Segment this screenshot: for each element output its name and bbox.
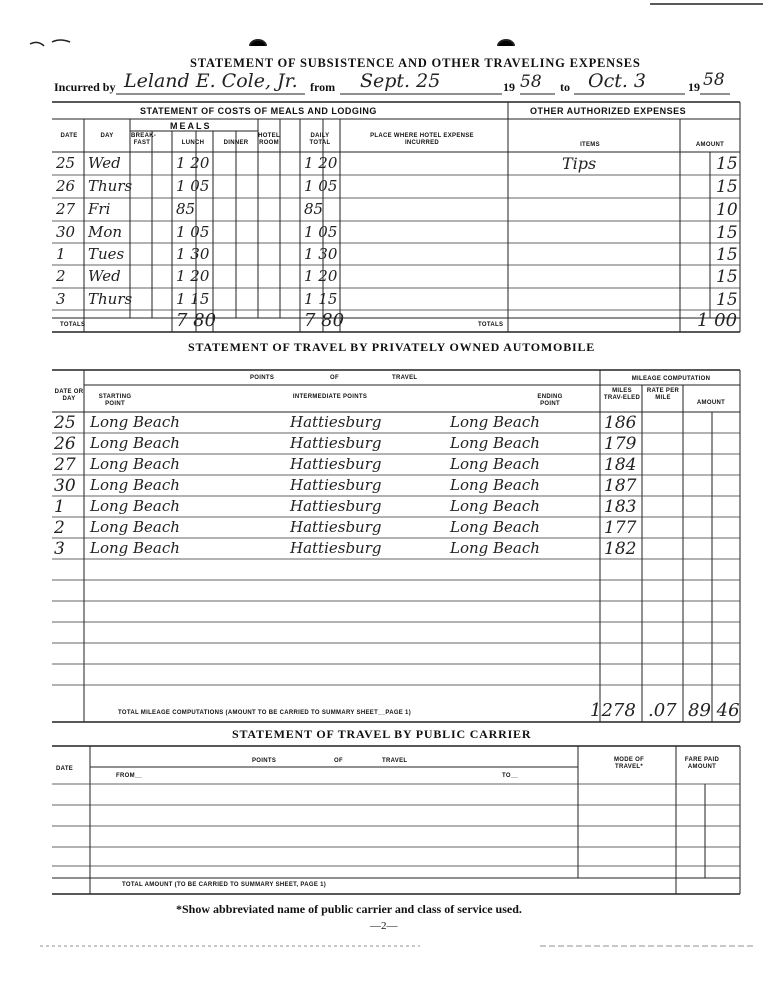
- auto-intermediate: Hattiesburg: [290, 476, 382, 494]
- auto-miles: 177: [604, 518, 637, 538]
- meal-lunch: 1 20: [176, 154, 210, 172]
- public-to: TO__: [502, 773, 519, 779]
- auto-start: Long Beach: [90, 518, 180, 536]
- auto-date: 30: [54, 476, 76, 496]
- meal-day: Thurs: [88, 177, 133, 195]
- auto-start: Long Beach: [90, 539, 180, 557]
- other-item: Tips: [562, 154, 597, 173]
- public-section-title: STATEMENT OF TRAVEL BY PUBLIC CARRIER: [232, 727, 532, 741]
- meal-day: Fri: [88, 200, 111, 218]
- auto-intermediate: Hattiesburg: [290, 518, 382, 536]
- auto-date: 26: [54, 434, 76, 454]
- col-daily-total: DAILY TOTAL: [309, 133, 331, 146]
- meal-date: 25: [56, 154, 76, 172]
- from-year-value: 58: [520, 72, 542, 92]
- meal-day: Thurs: [88, 290, 133, 308]
- incurred-by-value: Leland E. Cole, Jr.: [124, 70, 298, 92]
- col-day: DAY: [100, 133, 114, 139]
- auto-miles: 184: [604, 455, 637, 475]
- public-col-mode: MODE OF TRAVEL*: [613, 757, 645, 770]
- auto-end: Long Beach: [450, 413, 540, 431]
- other-amount: 15: [716, 290, 738, 310]
- auto-start: Long Beach: [90, 434, 180, 452]
- meal-lunch: 1 05: [176, 223, 210, 241]
- from-date-value: Sept. 25: [360, 70, 441, 92]
- auto-travel: TRAVEL: [392, 375, 418, 381]
- meal-daily-total: 1 20: [304, 267, 338, 285]
- meal-lunch: 1 30: [176, 245, 210, 263]
- meal-daily-total: 1 15: [304, 290, 338, 308]
- meal-date: 27: [56, 200, 76, 218]
- other-total-amount: 1 00: [697, 310, 738, 331]
- auto-total-rate: .07: [648, 700, 677, 721]
- meal-day: Tues: [88, 245, 125, 263]
- auto-end: Long Beach: [450, 476, 540, 494]
- auto-mileage-group: MILEAGE COMPUTATION: [631, 376, 711, 382]
- auto-date: 27: [54, 455, 76, 475]
- col-dinner: DINNER: [223, 140, 249, 146]
- meal-daily-total: 1 05: [304, 223, 338, 241]
- auto-total-label: TOTAL MILEAGE COMPUTATIONS (AMOUNT TO BE CARRIED TO SUMMARY SHEET__PAGE 1): [118, 710, 411, 716]
- auto-col-miles: MILES TRAV-ELED: [603, 388, 641, 401]
- from-year-prefix: 19: [503, 80, 515, 94]
- daily-total-sum: 7 80: [304, 310, 345, 331]
- meal-date: 2: [56, 267, 66, 285]
- meal-day: Wed: [88, 154, 121, 172]
- auto-col-intermediate: INTERMEDIATE POINTS: [292, 394, 368, 400]
- footnote: *Show abbreviated name of public carrier and class of service used.: [176, 902, 522, 916]
- meal-daily-total: 1 30: [304, 245, 338, 263]
- col-hotel-room: HOTEL ROOM: [258, 133, 280, 146]
- meal-lunch: 1 20: [176, 267, 210, 285]
- meal-lunch: 1 15: [176, 290, 210, 308]
- meals-totals-label: TOTALS: [60, 322, 86, 328]
- auto-start: Long Beach: [90, 497, 180, 515]
- meal-daily-total: 1 05: [304, 177, 338, 195]
- public-of: OF: [334, 758, 343, 764]
- auto-miles: 179: [604, 434, 637, 454]
- auto-date: 1: [54, 497, 65, 517]
- meal-daily-total: 1 20: [304, 154, 338, 172]
- meal-date: 30: [56, 223, 76, 241]
- auto-col-ending: ENDING POINT: [537, 394, 563, 407]
- meal-date: 26: [56, 177, 76, 195]
- other-amount: 15: [716, 154, 738, 174]
- other-amount: 15: [716, 245, 738, 265]
- other-amount: 15: [716, 223, 738, 243]
- to-date-value: Oct. 3: [588, 70, 647, 92]
- meal-day: Mon: [88, 223, 123, 241]
- meal-lunch: 85: [176, 200, 196, 218]
- auto-end: Long Beach: [450, 455, 540, 473]
- auto-total-amount: 89 46: [688, 700, 740, 721]
- auto-intermediate: Hattiesburg: [290, 434, 382, 452]
- public-points: POINTS: [252, 758, 277, 764]
- auto-intermediate: Hattiesburg: [290, 539, 382, 557]
- auto-miles: 183: [604, 497, 637, 517]
- other-amount: 15: [716, 177, 738, 197]
- auto-date: 3: [54, 539, 65, 559]
- auto-date: 25: [54, 413, 76, 433]
- public-travel: TRAVEL: [382, 758, 408, 764]
- other-amount: 10: [716, 200, 738, 220]
- auto-miles: 182: [604, 539, 637, 559]
- auto-end: Long Beach: [450, 539, 540, 557]
- auto-miles: 186: [604, 413, 637, 433]
- from-label: from: [310, 80, 336, 94]
- form-title: STATEMENT OF SUBSISTENCE AND OTHER TRAVELING EXPENSES: [190, 56, 641, 70]
- to-year-prefix: 19: [688, 80, 700, 94]
- incurred-by-label: Incurred by: [54, 80, 116, 94]
- auto-date: 2: [54, 518, 65, 538]
- auto-end: Long Beach: [450, 434, 540, 452]
- auto-end: Long Beach: [450, 518, 540, 536]
- auto-start: Long Beach: [90, 476, 180, 494]
- meals-group-label: MEALS: [170, 121, 212, 131]
- page-number: —2—: [370, 920, 398, 932]
- auto-end: Long Beach: [450, 497, 540, 515]
- meal-daily-total: 85: [304, 200, 324, 218]
- lunch-total: 7 80: [176, 310, 217, 331]
- auto-col-date: DATE OR DAY: [54, 389, 84, 402]
- col-lunch: LUNCH: [181, 140, 205, 146]
- auto-intermediate: Hattiesburg: [290, 413, 382, 431]
- auto-col-rate: RATE PER MILE: [646, 388, 680, 401]
- meal-day: Wed: [88, 267, 121, 285]
- auto-col-amount: AMOUNT: [696, 400, 726, 406]
- col-amount: AMOUNT: [695, 142, 725, 148]
- to-label: to: [560, 80, 570, 94]
- col-breakfast: BREAK-FAST: [131, 133, 157, 146]
- auto-miles: 187: [604, 476, 637, 496]
- col-place: PLACE WHERE HOTEL EXPENSE INCURRED: [370, 133, 474, 146]
- auto-intermediate: Hattiesburg: [290, 497, 382, 515]
- other-expenses-title: OTHER AUTHORIZED EXPENSES: [530, 106, 687, 116]
- meal-date: 3: [56, 290, 66, 308]
- auto-points: POINTS: [250, 375, 275, 381]
- auto-intermediate: Hattiesburg: [290, 455, 382, 473]
- other-amount: 15: [716, 267, 738, 287]
- public-col-fare: FARE PAID AMOUNT: [684, 757, 720, 770]
- meal-lunch: 1 05: [176, 177, 210, 195]
- auto-col-start: STARTING POINT: [98, 394, 132, 407]
- col-date: DATE: [60, 133, 78, 139]
- auto-section-title: STATEMENT OF TRAVEL BY PRIVATELY OWNED AUTOMOBILE: [188, 340, 596, 354]
- col-items: ITEMS: [580, 142, 600, 148]
- public-from: FROM__: [116, 773, 143, 779]
- auto-start: Long Beach: [90, 455, 180, 473]
- meals-section-title: STATEMENT OF COSTS OF MEALS AND LODGING: [140, 106, 377, 116]
- auto-of: OF: [330, 375, 339, 381]
- auto-total-miles: 1278: [590, 700, 636, 721]
- to-year-value: 58: [703, 70, 725, 90]
- public-total-label: TOTAL AMOUNT (TO BE CARRIED TO SUMMARY SHEET, PAGE 1): [122, 882, 327, 888]
- public-col-date: DATE: [56, 766, 74, 772]
- other-totals-label: TOTALS: [478, 322, 504, 328]
- meal-date: 1: [56, 245, 66, 263]
- auto-start: Long Beach: [90, 413, 180, 431]
